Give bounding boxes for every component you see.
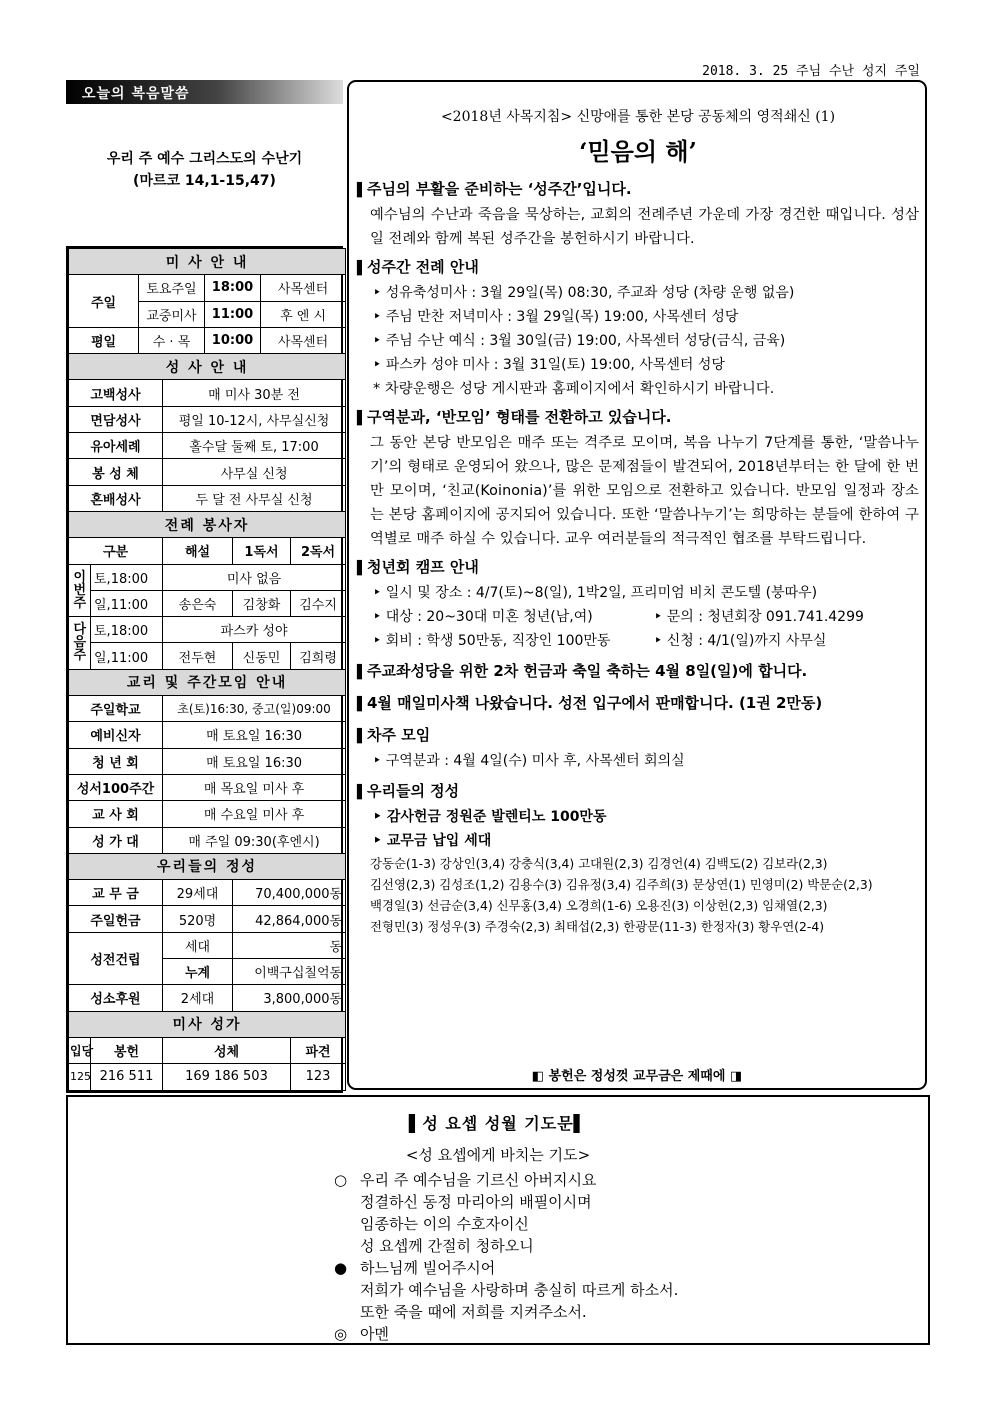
prayer-line: 저희가 예수님을 사랑하며 충실히 따르게 하소서. — [360, 1281, 679, 1299]
ministers-heading: 전례 봉사자 — [69, 511, 346, 537]
mass-time: 10:00 — [205, 327, 261, 353]
this-week-commentator: 송은숙 — [163, 590, 233, 616]
pastoral-guideline: <2018년 사목지침> 신망애를 통한 본당 공동체의 영적쇄신 (1) — [440, 109, 836, 125]
prayer-line: 정결하신 동정 마리아의 배필이시며 — [360, 1193, 592, 1211]
notice-youth-camp-title: ▌ 청년회 캠프 안내 — [357, 555, 919, 581]
next-week-commentator: 전두현 — [163, 643, 233, 669]
hymn-communion: 169 186 503 — [163, 1064, 291, 1090]
catechism-label: 성 가 대 — [69, 827, 163, 853]
ministers-col-commentator: 해설 — [163, 538, 233, 564]
tithe-households-title: ‣ 교무금 납입 세대 — [357, 829, 919, 853]
vocation-support-count: 2세대 — [163, 985, 233, 1011]
youth-camp-apply: ‣ 신청 : 4/1(일)까지 사무실 — [638, 629, 919, 653]
notice-offerings-title: ▌ 우리들의 정성 — [357, 779, 919, 805]
prayer-line: 임종하는 이의 수호자이신 — [360, 1215, 529, 1233]
catechism-value: 매 토요일 16:30 — [163, 722, 346, 748]
next-week-reading1: 신동민 — [233, 643, 291, 669]
reading-title-line1: 우리 주 예수 그리스도의 수난기 — [106, 151, 303, 167]
prayer-line: 하느님께 빌어주시어 — [360, 1259, 496, 1277]
sacrament-label: 봉 성 체 — [69, 459, 163, 485]
prayer-line: 또한 죽을 때에 저희를 지켜주소서. — [360, 1303, 587, 1321]
next-meeting-item: ‣ 구역분과 : 4월 4일(수) 미사 후, 사목센터 회의실 — [357, 749, 919, 773]
gospel-banner: 오늘의 복음말씀 — [66, 80, 343, 104]
mass-place: 사목센터 — [261, 327, 346, 353]
catechism-label: 성서100주간 — [69, 774, 163, 800]
this-week-sat-note: 미사 없음 — [163, 564, 346, 590]
building-cumulative-label: 누계 — [163, 959, 233, 985]
tithe-names-line: 김선영(2,3) 김성조(1,2) 김용수(3) 김유정(3,4) 김주희(3) 문상연(1) 민영미(2) 박문순(2,3) — [370, 877, 873, 892]
notice-group-title: ▌ 구역분과, ‘반모임’ 형태를 전환하고 있습니다. — [357, 405, 919, 431]
notice-group-body: 그 동안 본당 반모임은 매주 또는 격주로 모이며, 복음 나누기 7단계를 통한, ‘말씀나누기’의 형태로 운영되어 왔으나, 많은 문제점들이 발견되어, 2018년부터는 한 달에 한 번만 모이며, ‘친교(Koinonia)’를 위한 모임으로 전환하고 있습니다. 반모임 일정과 장소는 본당 홈페이지에 공지되어 있습니다. 또한 ‘말씀나누기’는 희망하는 분들에 한하여 구역별로 매주 하실 수 있습니다. 교우 여러분들의 적극적인 협조를 부탁드립니다. — [370, 435, 919, 547]
catechism-label: 청 년 회 — [69, 748, 163, 774]
mass-name: 교중미사 — [139, 301, 205, 327]
catechism-label: 예비신자 — [69, 722, 163, 748]
parish-info-table — [66, 246, 343, 1093]
notice-liturgy-title: ▌ 성주간 전례 안내 — [357, 255, 919, 281]
prayer-lines — [334, 1169, 678, 1345]
liturgy-item: ‣ 파스카 성야 미사 : 3월 31일(토) 19:00, 사목센터 성당 — [357, 353, 919, 377]
vocation-support-label: 성소후원 — [69, 985, 163, 1011]
reading-title — [66, 148, 343, 192]
catechism-heading: 교리 및 주간모임 안내 — [69, 669, 346, 695]
catechism-label: 교 사 회 — [69, 801, 163, 827]
next-week-sat-note: 파스카 성야 — [163, 617, 346, 643]
hymn-col-offertory: 봉헌 — [91, 1037, 163, 1063]
hymn-col-communion: 성체 — [163, 1037, 291, 1063]
ministers-col-reading2: 2독서 — [291, 538, 346, 564]
building-fund-label: 성전건립 — [69, 932, 163, 985]
prayer-subtitle: <성 요셉에게 바치는 기도> — [405, 1146, 591, 1164]
offerings-heading: 우리들의 정성 — [69, 853, 346, 879]
left-column — [66, 80, 343, 1093]
ministers-col-division: 구분 — [69, 538, 163, 564]
next-week-label — [69, 617, 91, 670]
mass-time: 11:00 — [205, 301, 261, 327]
prayer-line: 우리 주 예수님을 기르신 아버지시요 — [360, 1171, 597, 1189]
catechism-value: 초(토)16:30, 중고(일)09:00 — [163, 696, 346, 722]
bulletin-date: 2018. 3. 25 주님 수난 성지 주일 — [702, 64, 920, 79]
hymn-offertory: 216 511 — [91, 1064, 163, 1090]
this-week-sat: 토,18:00 — [91, 564, 163, 590]
sunday-offering-label: 주일헌금 — [69, 906, 163, 932]
mass-name: 수 · 목 — [139, 327, 205, 353]
tithe-label: 교 무 금 — [69, 880, 163, 906]
liturgy-item: ‣ 주님 수난 예식 : 3월 30일(금) 19:00, 사목센터 성당(금식, 금육) — [357, 329, 919, 353]
offering-motto: ◧ 봉헌은 정성껏 교무금은 제때에 ◨ — [531, 1069, 743, 1084]
youth-camp-fee: ‣ 회비 : 학생 50만동, 직장인 100만동 — [357, 629, 638, 653]
mass-place: 사목센터 — [261, 275, 346, 301]
sacrament-label: 혼배성사 — [69, 485, 163, 511]
sacrament-value: 두 달 전 사무실 신청 — [163, 485, 346, 511]
youth-camp-contact: ‣ 문의 : 청년회장 091.741.4299 — [638, 605, 919, 629]
tithe-amount: 70,400,000동 — [233, 880, 346, 906]
faith-year-title: ‘믿음의 해’ — [579, 137, 697, 166]
this-week-reading2: 김수지 — [291, 590, 346, 616]
hymn-entrance: 125 — [69, 1064, 91, 1090]
mass-heading: 미 사 안 내 — [69, 249, 346, 275]
sacrament-value: 평일 10-12시, 사무실신청 — [163, 406, 346, 432]
catechism-value: 매 목요일 미사 후 — [163, 774, 346, 800]
catechism-value: 매 주일 09:30(후엔시) — [163, 827, 346, 853]
prayer-line: 아멘 — [360, 1325, 389, 1343]
tithe-names-line: 백경일(3) 선금순(3,4) 신무홍(3,4) 오경희(1-6) 오용진(3) 이상헌(2,3) 임채열(2,3) — [370, 898, 828, 913]
mass-sunday-label: 주일 — [69, 275, 139, 328]
building-household-value: 동 — [233, 932, 346, 958]
open-circle-icon: ○ — [334, 1171, 348, 1189]
catechism-value: 매 토요일 16:30 — [163, 748, 346, 774]
mass-place: 후 엔 시 — [261, 301, 346, 327]
this-week-reading1: 김창화 — [233, 590, 291, 616]
catechism-value: 매 수요일 미사 후 — [163, 801, 346, 827]
mass-name: 토요주일 — [139, 275, 205, 301]
building-cumulative-value: 이백구십칠억동 — [233, 959, 346, 985]
tithe-names-line: 강동순(1-3) 강상인(3,4) 강충식(3,4) 고대원(2,3) 김경언(4) 김백도(2) 김보라(2,3) — [370, 856, 828, 871]
reading-title-line2: (마르코 14,1-15,47) — [133, 173, 276, 189]
hymn-col-dismissal: 파견 — [291, 1037, 346, 1063]
tithe-count: 29세대 — [163, 880, 233, 906]
mass-time: 18:00 — [205, 275, 261, 301]
thanks-offering: ‣ 감사헌금 정원준 발렌티노 100만동 — [357, 805, 919, 829]
sacrament-value: 매 미사 30분 전 — [163, 380, 346, 406]
notice-second-collection: ▌ 주교좌성당을 위한 2차 헌금과 축일 축하는 4월 8일(일)에 합니다. — [357, 659, 919, 685]
liturgy-item: ‣ 주님 만찬 저녁미사 : 3월 29일(목) 19:00, 사목센터 성당 — [357, 305, 919, 329]
mass-weekday-label: 평일 — [69, 327, 139, 353]
next-week-sat: 토,18:00 — [91, 617, 163, 643]
filled-circle-icon: ● — [334, 1259, 348, 1277]
sacrament-label: 면담성사 — [69, 406, 163, 432]
sacrament-value: 홀수달 둘째 토, 17:00 — [163, 433, 346, 459]
notice-holy-week-body: 예수님의 수난과 죽음을 묵상하는, 교회의 전례주년 가운데 가장 경건한 때입니다. 성삼일 전례와 함께 복된 성주간을 봉헌하시기 바랍니다. — [370, 207, 919, 247]
hymns-heading: 미사 성가 — [69, 1011, 346, 1037]
next-week-text: 다음주 — [73, 622, 87, 664]
notice-box — [347, 80, 927, 1090]
catechism-label: 주일학교 — [69, 696, 163, 722]
this-week-label — [69, 564, 91, 617]
youth-camp-target: ‣ 대상 : 20~30대 미혼 청년(남,여) — [357, 605, 638, 629]
notice-missal-sale: ▌ 4월 매일미사책 나왔습니다. 성전 입구에서 판매합니다. (1권 2만동) — [357, 691, 919, 717]
prayer-title: ▌성 요셉 성월 기도문▌ — [409, 1114, 587, 1133]
this-week-text: 이번주 — [73, 569, 87, 611]
sacraments-heading: 성 사 안 내 — [69, 354, 346, 380]
prayer-line: 성 요셉께 간절히 청하오니 — [360, 1237, 534, 1255]
sunday-offering-amount: 42,864,000동 — [233, 906, 346, 932]
notice-next-meeting-title: ▌ 차주 모임 — [357, 723, 919, 749]
sunday-offering-count: 520명 — [163, 906, 233, 932]
hymn-dismissal: 123 — [291, 1064, 346, 1090]
vocation-support-amount: 3,800,000동 — [233, 985, 346, 1011]
next-week-sun: 일,11:00 — [91, 643, 163, 669]
liturgy-item: ‣ 성유축성미사 : 3월 29일(목) 08:30, 주교좌 성당 (차량 운행 없음) — [357, 281, 919, 305]
ministers-col-reading1: 1독서 — [233, 538, 291, 564]
hymn-col-entrance: 입당 — [69, 1037, 91, 1063]
youth-camp-place: ‣ 일시 및 장소 : 4/7(토)~8(일), 1박2일, 프리미엄 비치 콘도텔 (붕따우) — [357, 581, 919, 605]
double-circle-icon: ◎ — [334, 1325, 348, 1343]
prayer-box — [66, 1095, 930, 1345]
tithe-names-line: 전형민(3) 정성우(3) 주경숙(2,3) 최태섭(2,3) 한광문(11-3) 한정자(3) 황우연(2-4) — [370, 919, 825, 934]
notice-holy-week-title: ▌ 주님의 부활을 준비하는 ‘성주간’입니다. — [357, 177, 919, 203]
sacrament-label: 유아세례 — [69, 433, 163, 459]
next-week-reading2: 김희령 — [291, 643, 346, 669]
building-household-label: 세대 — [163, 932, 233, 958]
sacrament-value: 사무실 신청 — [163, 459, 346, 485]
liturgy-note: * 차량운행은 성당 게시판과 홈페이지에서 확인하시기 바랍니다. — [373, 381, 775, 397]
this-week-sun: 일,11:00 — [91, 590, 163, 616]
sacrament-label: 고백성사 — [69, 380, 163, 406]
